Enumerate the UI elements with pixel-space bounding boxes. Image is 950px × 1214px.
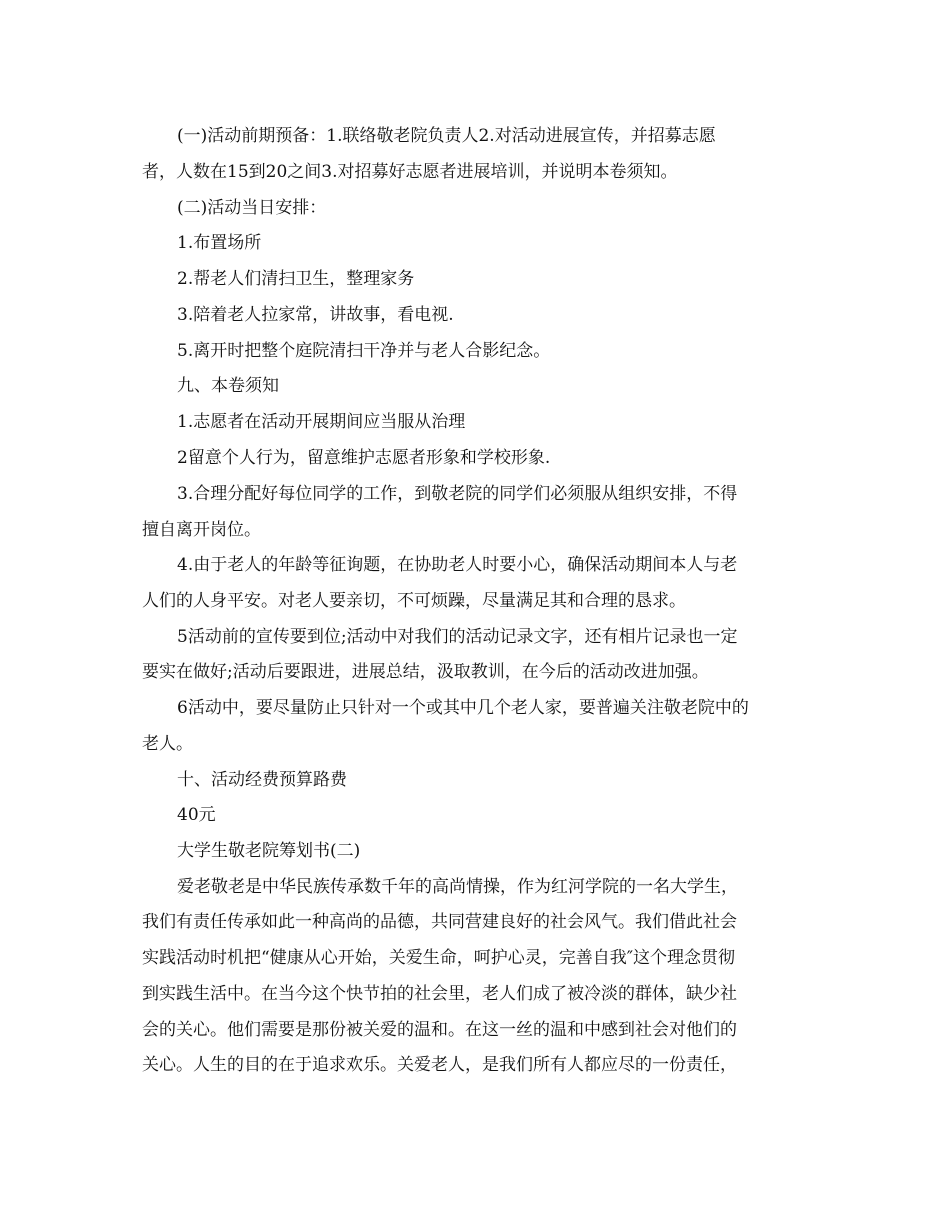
text-line: 2.帮老人们清扫卫生，整理家务: [177, 269, 415, 289]
text-line: 会的关心。他们需要是那份被关爱的温和。在这一丝的温和中感到社会对他们的: [142, 1020, 737, 1040]
section-heading: 九、本卷须知: [177, 376, 279, 396]
text-line: 人们的人身平安。对老人要亲切，不可烦躁，尽量满足其和合理的恳求。: [142, 591, 686, 611]
text-line: (一)活动前期预备：1.联络敬老院负责人2.对活动进展宣传，并招募志愿: [177, 126, 716, 146]
section-heading: 十、活动经费预算路费: [177, 770, 347, 790]
text-line: 2留意个人行为，留意维护志愿者形象和学校形象.: [177, 448, 551, 468]
text-line: 5活动前的宣传要到位;活动中对我们的活动记录文字，还有相片记录也一定: [177, 627, 738, 647]
text-line: 要实在做好;活动后要跟进，进展总结，汲取教训，在今后的活动改进加强。: [142, 662, 709, 682]
text-line: 1.布置场所: [177, 233, 262, 253]
text-line: 实践活动时机把“健康从心开始，关爱生命，呵护心灵，完善自我″这个理念贯彻: [142, 948, 736, 968]
text-line: (二)活动当日安排：: [177, 198, 327, 218]
text-line: 5.离开时把整个庭院清扫干净并与老人合影纪念。: [177, 341, 551, 361]
text-line: 3.合理分配好每位同学的工作，到敬老院的同学们必须服从组织安排，不得: [177, 484, 738, 504]
text-line: 我们有责任传承如此一种高尚的品德，共同营建良好的社会风气。我们借此社会: [142, 912, 737, 932]
document-title: 大学生敬老院筹划书(二): [177, 841, 361, 861]
text-line: 1.志愿者在活动开展期间应当服从治理: [177, 412, 466, 432]
text-line: 爱老敬老是中华民族传承数千年的高尚情操，作为红河学院的一名大学生，: [177, 877, 738, 897]
text-line: 3.陪着老人拉家常，讲故事，看电视.: [177, 305, 454, 325]
text-line: 到实践生活中。在当今这个快节拍的社会里，老人们成了被冷淡的群体，缺少社: [142, 984, 737, 1004]
text-line: 6活动中，要尽量防止只针对一个或其中几个老人家，要普遍关注敬老院中的: [177, 698, 749, 718]
text-line: 擅自离开岗位。: [142, 520, 261, 540]
text-line: 40元: [177, 805, 216, 825]
text-line: 老人。: [142, 734, 193, 754]
text-line: 者，人数在15到20之间3.对招募好志愿者进展培训，并说明本卷须知。: [142, 162, 678, 182]
text-line: 关心。人生的目的在于追求欢乐。关爱老人，是我们所有人都应尽的一份责任，: [142, 1055, 737, 1075]
text-line: 4.由于老人的年龄等征询题，在协助老人时要小心，确保活动期间本人与老: [177, 555, 738, 575]
